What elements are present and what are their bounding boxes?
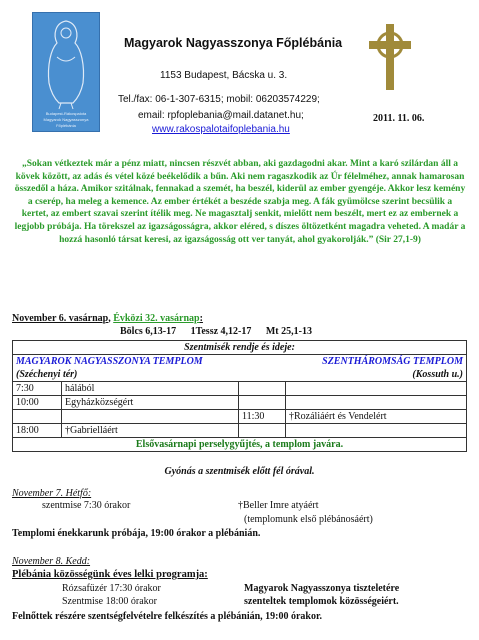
- mass-time: [239, 396, 286, 410]
- table-row: [13, 396, 467, 410]
- mass-intention: [286, 396, 467, 410]
- church2-name: SZENTHÁROMSÁG TEMPLOM: [239, 355, 467, 369]
- nov8-rosary: Rózsafüzér 17:30 órakor: [62, 583, 161, 594]
- email-line: email: rpfoplebania@mail.datanet.hu;: [138, 110, 304, 121]
- nov8-program: Plébánia közösségünk éves lelki programja:: [12, 569, 208, 580]
- mass-intention: Egyházközségért: [62, 396, 239, 410]
- parish-name: Magyarok Nagyasszonya Főplébánia: [124, 36, 343, 50]
- table-row: [13, 424, 467, 438]
- mass-table-title: Szentmisék rendje és ideje:: [13, 341, 467, 355]
- reading-second: 1Tessz 4,12-17: [190, 326, 252, 337]
- church1-name: MAGYAROK NAGYASSZONYA TEMPLOM: [13, 355, 239, 369]
- nov8-dedication: szenteltek templomok közösségeiért.: [244, 596, 399, 607]
- table-row: [13, 410, 467, 424]
- table-row: [13, 382, 467, 396]
- mass-intention: †Gabrielláért: [62, 424, 239, 438]
- logo-line: Budapest-Rákospalota: [45, 111, 87, 116]
- mass-time: 18:00: [13, 424, 62, 438]
- nov7-choir: Templomi énekkarunk próbája, 19:00 órakor a plébánián.: [12, 528, 261, 539]
- bulletin-date: 2011. 11. 06.: [373, 113, 425, 124]
- mass-intention: [286, 424, 467, 438]
- nov7-mass: szentmise 7:30 órakor: [42, 500, 131, 511]
- mass-time: [239, 424, 286, 438]
- parish-address: 1153 Budapest, Bácska u. 3.: [160, 70, 288, 81]
- sunday-date: November 6. vasárnap: [12, 313, 109, 324]
- mass-intention: [286, 382, 467, 396]
- mass-intention: [62, 410, 239, 424]
- church1-location: (Széchenyi tér): [13, 368, 239, 382]
- mass-schedule: [12, 340, 467, 452]
- celtic-cross-icon: [369, 24, 411, 90]
- website-link[interactable]: www.rakospalotaifoplebania.hu: [152, 124, 290, 135]
- sunday-separator: ,: [108, 313, 114, 324]
- phone-line: Tel./fax: 06-1-307-6315; mobil: 06203574229;: [118, 94, 320, 105]
- logo-line: Magyarok Nagyasszonya: [43, 117, 89, 122]
- nov7-intention: †Beller Imre atyáért: [238, 500, 319, 511]
- mass-intention: †Rozáliáért és Vendelért: [286, 410, 467, 424]
- sunday-feast: Évközi 32. vasárnap: [113, 313, 200, 324]
- mass-time: [239, 382, 286, 396]
- mass-time: 10:00: [13, 396, 62, 410]
- sunday-colon: :: [199, 313, 203, 324]
- nov7-intention-note: (templomunk első plébánosáért): [244, 514, 373, 525]
- scripture-quote: „Sokan vétkeztek már a pénz miatt, nincsen részvét abban, aki gazdagodni akar. Mint a karó szilárdan áll a kövek között, az adás és vétel közé beékelődik a bűn. Aki nem ragaszkodik az Úr félelméhez, annak hamarosan összedől a háza. Amikor szitálnak, fennakad a szemét, ha beszél, kiderül az ember gyengéje. Akkor lesz kemény a cserép, ha meleg a kemence. Az ember értékét a beszéde szabja meg. A fák gyümölcse szerint becsülik a kertet, az embert szavai szerint ítélik meg. Ne magasztalj senkit, mielőtt nem beszélt, mert ez az embernek a legjobb próbája. Ha törekszel az igazságosságra, akkor eléred, s díszes öltözetként magadra veheted. A madár a hozzá hasonló társat keresi, az igazságosság ott ver tanyát, ahol gyakorolják.” (Sir 27,1-9): [14, 159, 466, 245]
- collection-note: Elsővasárnapi perselygyűjtés, a templom javára.: [13, 438, 467, 452]
- mass-intention: hálából: [62, 382, 239, 396]
- nov8-heading: November 8. Kedd:: [12, 556, 91, 567]
- nov8-mass: Szentmise 18:00 órakor: [62, 596, 157, 607]
- nov8-adults: Felnőttek részére szentségfelvételre felkészítés a plébánián, 19:00 órakor.: [12, 611, 323, 622]
- logo-line: Főplébánia: [56, 123, 76, 128]
- parish-logo: [32, 12, 100, 132]
- reading-first: Bölcs 6,13-17: [120, 326, 177, 337]
- sunday-heading: [12, 313, 203, 324]
- mass-time: [13, 410, 62, 424]
- church2-location: (Kossuth u.): [239, 368, 467, 382]
- mass-time: 11:30: [239, 410, 286, 424]
- mass-time: 7:30: [13, 382, 62, 396]
- confession-note: Gyónás a szentmisék előtt fél órával.: [164, 466, 315, 477]
- reading-gospel: Mt 25,1-13: [265, 326, 312, 337]
- sunday-readings: [120, 326, 324, 337]
- nov8-dedication: Magyarok Nagyasszonya tiszteletére: [244, 583, 400, 594]
- nov7-heading: November 7. Hétfő:: [12, 488, 92, 499]
